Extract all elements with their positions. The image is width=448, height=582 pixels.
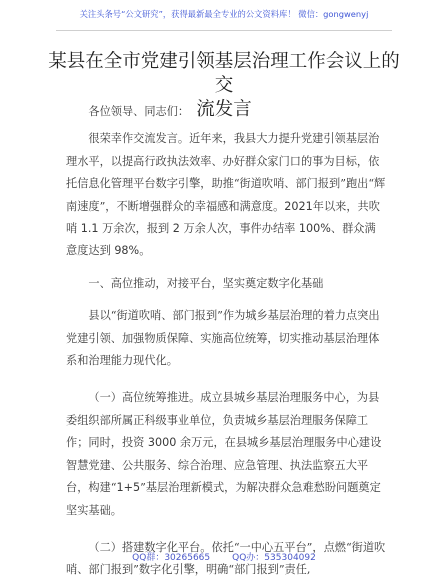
- sub1-text-3: ”基层治理新模式，为解决群众急难愁盼问题奠定坚实基础。: [66, 481, 381, 517]
- sub1-text-1: （一）高位统筹推进。成立县城乡基层治理服务中心，为县委组织部所属正科级事业单位，负责城乡基层治理服务保障工作；同时，投资: [66, 391, 380, 450]
- intro-text-1: 很荣幸作交流发言。近年来，我县大力提升党建引领基层治理水平，以提高行政执法效率、办好群众家门口的事为目标，依托信息化管理平台数字引擎，助推“街道吹哨、部门报到”跑出“辉南速度”，不断增强群众的幸福感和满意度。: [66, 132, 386, 213]
- investment-amount: 3000: [147, 436, 177, 450]
- intro-text-6: 。: [139, 244, 151, 258]
- intro-text-4: 万余人次，事件办结率: [179, 222, 299, 236]
- completion-rate: 100%: [298, 222, 331, 236]
- intro-year: 2021: [284, 199, 313, 213]
- salutation: 各位领导、同志们：: [88, 105, 190, 118]
- sub1-text-2: 余万元，在县城乡基层治理服务中心建设智慧党建、公共服务、综合治理、应急管理、执法监察五大平台，构建“: [66, 436, 382, 495]
- report-count: 2: [172, 222, 180, 236]
- intro-text-3: 万余次，报到: [98, 222, 173, 236]
- footer-qq: QQ办：535304092: [232, 553, 316, 563]
- intro-text-5: 、群众满意度达到: [66, 222, 376, 258]
- section-1-paragraph: 县以“街道吹哨、部门报到”作为城乡基层治理的着力点突出党建引领、加强物质保障、实施高位统筹，切实推动基层治理体系和治理能力现代化。: [66, 309, 380, 368]
- governance-model: 1+5: [116, 481, 141, 495]
- intro-paragraph: [66, 128, 386, 262]
- subsection-2-paragraph: （二）搭建数字化平台。依托“一中心五平台”，点燃“街道吹哨、部门报到”数字化引擎，明确“部门报到”责任,: [66, 540, 386, 577]
- section-1-heading: 一、高位推动，对接平台，坚实奠定数字化基础: [88, 276, 324, 290]
- footer-contact: [0, 550, 448, 563]
- title-line-2: 流发言: [196, 99, 252, 120]
- whistle-count: 1.1: [80, 222, 99, 236]
- satisfaction-rate: 98%: [114, 244, 140, 258]
- document-body: [66, 101, 386, 582]
- header-promo-note: 关注头条号“公文研究”，获得最新最全专业的公文资料库！ 微信：gongwenyj: [79, 9, 369, 19]
- subsection-1-paragraph: [66, 387, 386, 521]
- title-line-1: 某县在全市党建引领基层治理工作会议上的交: [48, 51, 400, 96]
- header-divider: [56, 30, 392, 31]
- footer-qq-group: QQ群：30265665: [132, 553, 211, 563]
- intro-text-2: 年以来，共吹哨: [66, 199, 380, 236]
